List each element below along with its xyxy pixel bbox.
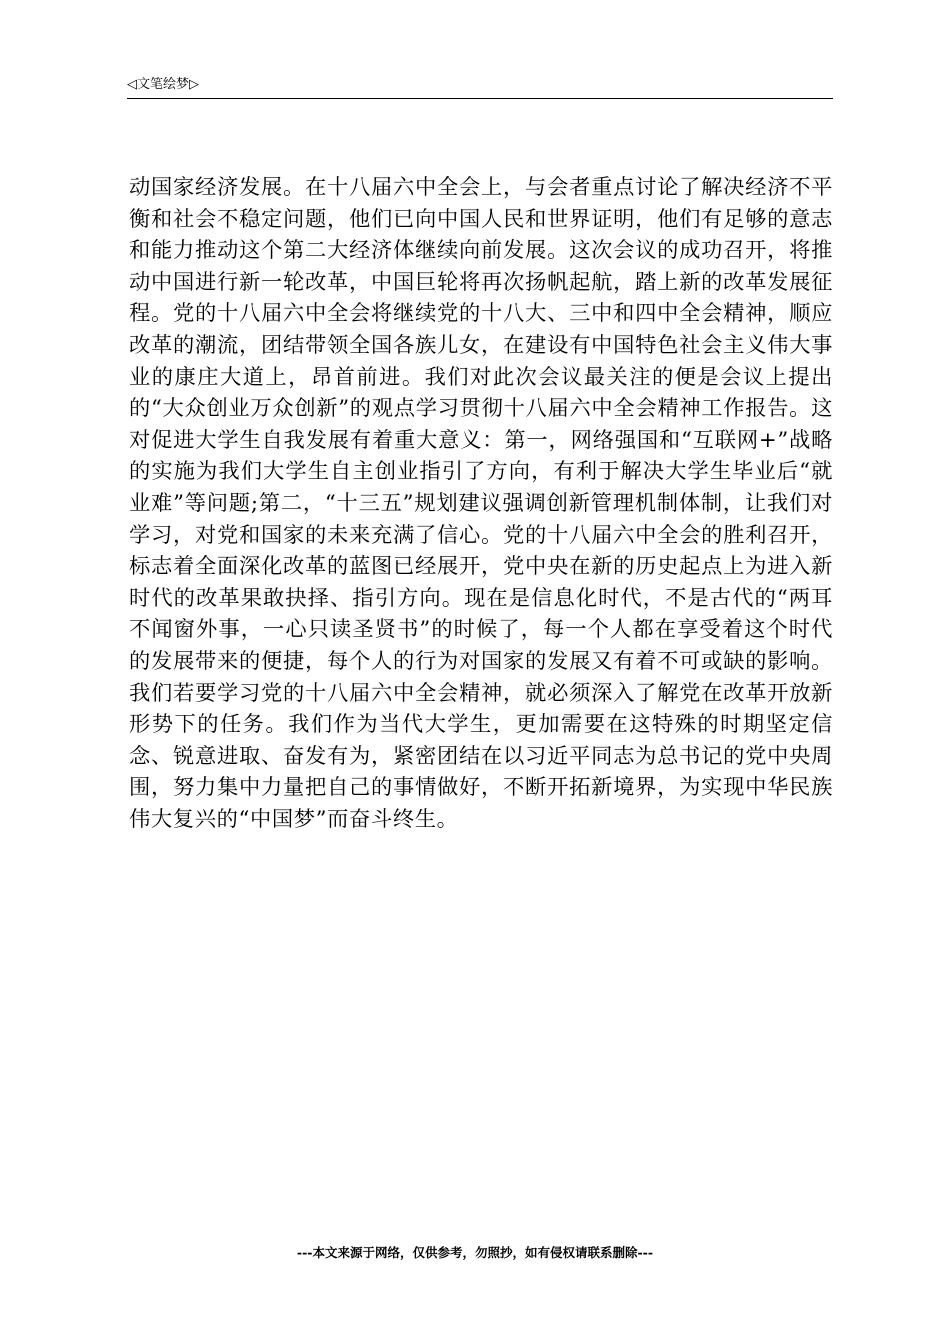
page-header <box>127 76 833 99</box>
footer-disclaimer: ---本文来源于网络，仅供参考，勿照抄，如有侵权请联系删除--- <box>296 1245 654 1260</box>
body-paragraph: 动国家经济发展。在十八届六中全会上，与会者重点讨论了解决经济不平衡和社会不稳定问题，他们已向中国人民和世界证明，他们有足够的意志和能力推动这个第二大经济体继续向前发展。这次会议的成功召开，将推动中国进行新一轮改革，中国巨轮将再次扬帆起航，踏上新的改革发展征程。党的十八届六中全会将继续党的十八大、三中和四中全会精神，顺应改革的潮流，团结带领全国各族儿女，在建设有中国特色社会主义伟大事业的康庄大道上，昂首前进。我们对此次会议最关注的便是会议上提出的“大众创业万众创新”的观点学习贯彻十八届六中全会精神工作报告。这对促进大学生自我发展有着重大意义：第一，网络强国和“互联网+”战略的实施为我们大学生自主创业指引了方向，有利于解决大学生毕业后“就业难”等问题;第二，“十三五”规划建议强调创新管理机制体制，让我们对学习，对党和国家的未来充满了信心。党的十八届六中全会的胜利召开，标志着全面深化改革的蓝图已经展开，党中央在新的历史起点上为进入新时代的改革果敢抉择、指引方向。现在是信息化时代，不是古代的“两耳不闻窗外事，一心只读圣贤书”的时候了，每一个人都在享受着这个时代的发展带来的便捷，每个人的行为对国家的发展又有着不可或缺的影响。我们若要学习党的十八届六中全会精神，就必须深入了解党在改革开放新形势下的任务。我们作为当代大学生，更加需要在这特殊的时期坚定信念、锐意进取、奋发有为，紧密团结在以习近平同志为总书记的党中央周围，努力集中力量把自己的事情做好，不断开拓新境界，为实现中华民族伟大复兴的“中国梦”而奋斗终生。 <box>129 175 833 832</box>
left-triangle-icon: ◁ <box>127 77 137 92</box>
header-brand-text: 文笔绘梦 <box>137 77 190 92</box>
right-triangle-icon: ▷ <box>189 77 200 92</box>
header-brand-mark <box>127 76 199 94</box>
